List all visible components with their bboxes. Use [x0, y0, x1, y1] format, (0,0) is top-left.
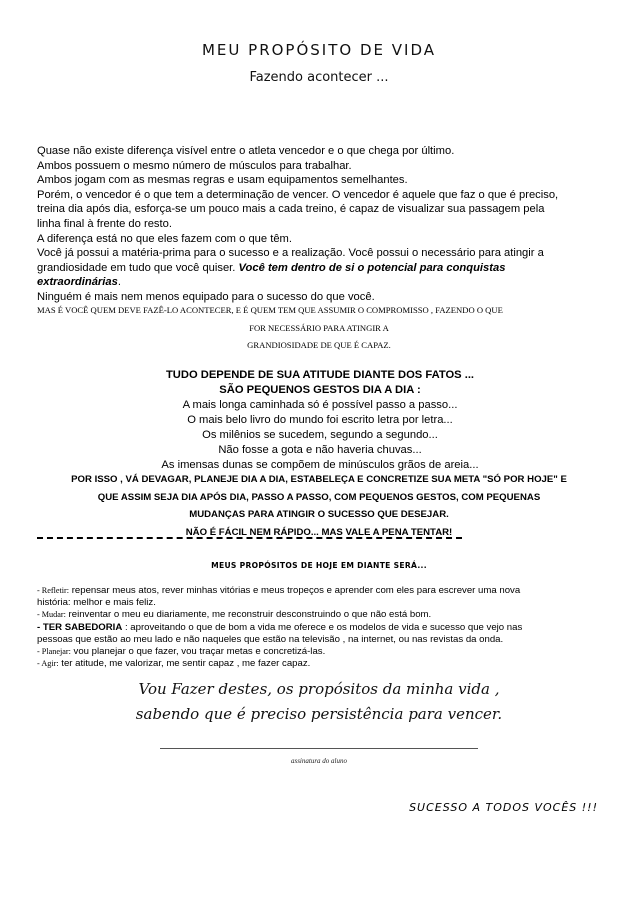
caps-note-line: MAS É VOCÊ QUEM DEVE FAZÊ-LO ACONTECER, E É QUEM TEM QUE ASSUMIR O COMPROMISSO , FAZENDO O QUE [37, 305, 503, 315]
intro-line: linha final à frente do resto. [37, 217, 172, 230]
intro-line: Porém, o vencedor é o que tem a determinação de vencer. O vencedor é aquele que faz o que é preciso, [37, 188, 559, 201]
purpose-tag: - Planejar: [37, 647, 71, 657]
intro-line: Ambos jogam com as mesmas regras e usam equipamentos semelhantes. [37, 174, 408, 187]
purpose-item [37, 585, 607, 597]
commitment-line: Vou Fazer destes, os propósitos da minha vida , [138, 680, 500, 698]
closing-message: SUCESSO A TODOS VOCÊS !!! [409, 801, 598, 814]
intro-line [37, 261, 605, 276]
purpose-tag: - TER SABEDORIA [37, 621, 123, 633]
signature-line [160, 748, 478, 749]
intro-text: grandiosidade em tudo que você quiser. [37, 261, 239, 274]
purpose-item [37, 658, 607, 670]
call-to-action-line: NÃO É FÁCIL NEM RÁPIDO... MAS VALE A PENA TENTAR! [185, 526, 453, 538]
document-subtitle: Fazendo acontecer ... [249, 70, 389, 85]
purpose-tag: - Mudar: [37, 610, 66, 620]
signature-label: assinatura do aluno [290, 757, 347, 765]
poem-line: Não fosse a gota e não haveria chuvas... [218, 444, 422, 456]
poem-line: Os milênios se sucedem, segundo a segundo... [202, 429, 438, 441]
call-to-action-line: QUE ASSIM SEJA DIA APÓS DIA, PASSO A PASSO, COM PEQUENOS GESTOS, COM PEQUENAS [97, 491, 541, 503]
intro-line: Você já possui a matéria-prima para o sucesso e a realização. Você possui o necessário para atingir a [37, 247, 544, 260]
poem-title: SÃO PEQUENOS GESTOS DIA A DIA : [219, 384, 421, 396]
intro-text: . [117, 276, 121, 289]
poem-line: A mais longa caminhada só é possível passo a passo... [182, 399, 458, 411]
dashed-divider [37, 537, 462, 539]
purpose-item: pessoas que estão ao meu lado e não naqueles que estão na televisão , na internet, ou nas revistas da onda. [37, 633, 504, 645]
purposes-heading: MEUS PROPÓSITOS DE HOJE EM DIANTE SERÁ... [211, 561, 427, 570]
purpose-item: história: melhor e mais feliz. [37, 597, 156, 609]
intro-emphasis: Você tem dentro de si o potencial para conquistas [238, 261, 506, 274]
poem-block [37, 368, 603, 473]
intro-line [37, 275, 605, 290]
purpose-text: repensar meus atos, rever minhas vitórias e meus tropeços e aprender com eles para escrever uma nova [69, 585, 521, 596]
purpose-item [37, 622, 607, 634]
intro-paragraph [37, 144, 605, 305]
purpose-text: vou planejar o que fazer, vou traçar metas e concretizá-las. [70, 646, 326, 658]
intro-line: Quase não existe diferença visível entre o atleta vencedor e o que chega por último. [37, 145, 455, 157]
intro-emphasis: extraordinárias [37, 276, 118, 289]
purpose-tag: - Agir: [37, 659, 59, 669]
purposes-list [37, 585, 607, 670]
intro-line: Ambos possuem o mesmo número de músculos para trabalhar. [37, 159, 352, 172]
purpose-text: ter atitude, me valorizar, me sentir capaz , me fazer capaz. [58, 658, 311, 670]
poem-line: O mais belo livro do mundo foi escrito letra por letra... [187, 414, 453, 426]
intro-line: A diferença está no que eles fazem com o que têm. [37, 232, 292, 245]
purpose-text: : aproveitando o que de bom a vida me oferece e os modelos de vida e sucesso que vejo nas [122, 621, 523, 633]
purpose-item [37, 609, 607, 621]
poem-line: As imensas dunas se compõem de minúsculos grãos de areia... [161, 459, 479, 471]
call-to-action [30, 471, 608, 541]
poem-title: TUDO DEPENDE DE SUA ATITUDE DIANTE DOS FATOS ... [165, 369, 475, 381]
intro-line: treina dia após dia, esforça-se um pouco mais a cada treino, é capaz de visualizar sua passagem pela [37, 203, 545, 216]
caps-note-line: GRANDIOSIDADE DE QUE É CAPAZ. [247, 340, 391, 350]
caps-note-line: FOR NECESSÁRIO PARA ATINGIR A [249, 323, 389, 333]
call-to-action-line: POR ISSO , VÁ DEVAGAR, PLANEJE DIA A DIA, ESTABELEÇA E CONCRETIZE SUA META "SÓ POR HOJE" E [71, 474, 567, 485]
document-title: MEU PROPÓSITO DE VIDA [201, 41, 436, 59]
purpose-item [37, 646, 607, 658]
commitment-line: sabendo que é preciso persistência para vencer. [135, 705, 503, 723]
intro-line: Ninguém é mais nem menos equipado para o sucesso do que você. [37, 290, 375, 303]
call-to-action-line: MUDANÇAS PARA ATINGIR O SUCESSO QUE DESEJAR. [189, 509, 449, 520]
purpose-tag: - Refletir: [37, 586, 70, 595]
purpose-text: reinventar o meu eu diariamente, me reconstruir desconstruindo o que não está bom. [65, 609, 432, 621]
